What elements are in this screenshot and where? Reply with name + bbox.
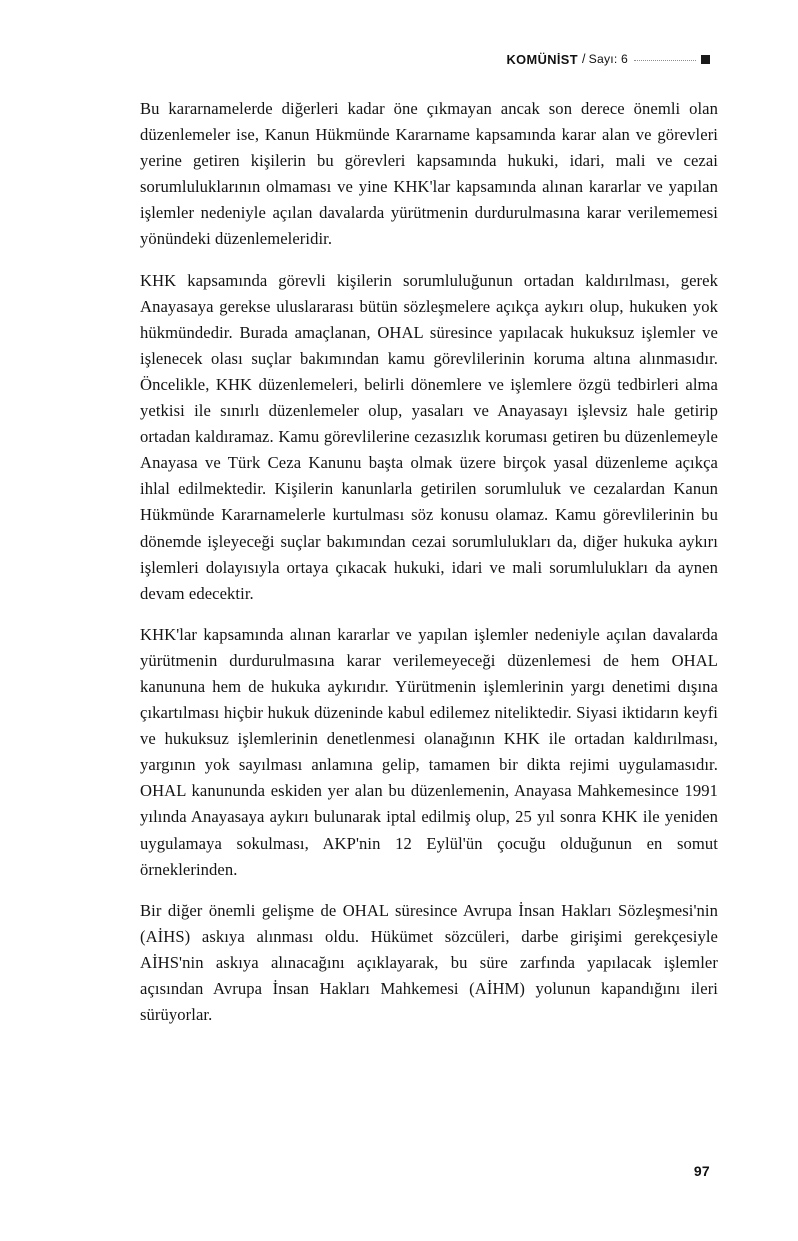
paragraph: KHK kapsamında görevli kişilerin sorumluluğunun ortadan kaldırılması, gerek Anayasaya gerekse uluslararası bütün sözleşmelere açıkça aykırı olup, hukuken yok hükmündedir. Burada amaçlanan, OHAL süresince yapılacak hukuksuz işlemler ve işlenecek olası suçlar bakımından kamu görevlilerinin koruma altına alınmasıdır. Öncelikle, KHK düzenlemeleri, belirli dönemlere ve işlemlere özgü tedbirleri alma yetkisi ile sınırlı düzenlemeler olup, yasaları ve Anayasayı işlevsiz hale getirip ortadan kaldıramaz. Kamu görevlilerine cezasızlık koruması getiren bu düzenlemeyle Anayasa ve Türk Ceza Kanunu başta olmak üzere birçok yasal düzenleme açıkça ihlal edilmektedir. Kişilerin kanunlarla getirilen sorumluluk ve cezalardan Kanun Hükmünde Kararnamelerle kurtulması söz konusu olamaz. Kamu görevlilerinin bu dönemde işleyeceği suçlar bakımından cezai sorumlulukları da, diğer hukuka aykırı işlemleri dolayısıyla ortaya çıkacak hukuki, idari ve mali sorumlulukları da aynen devam edecektir.: [140, 270, 718, 603]
paragraph: KHK'lar kapsamında alınan kararlar ve yapılan işlemler nedeniyle açılan davalarda yürütmenin durdurulmasına karar verilemeyeceği düzenlemesi de hem OHAL kanununa hem de hukuka aykırıdır. Yürütmenin işlemlerinin yargı denetimi dışına çıkartılması hiçbir hukuk düzeninde kabul edilemez niteliktedir. Siyasi iktidarın keyfi ve hukuksuz işlemlerinin denetlenmesi olanağının KHK ile ortadan kaldırılması, yargının yok sayılması anlamına gelip, tamamen bir dikta rejimi uygulamasıdır. OHAL kanununda eskiden yer alan bu düzenlemenin, Anayasa Mahkemesince 1991 yılında Anayasaya aykırı bulunarak iptal edilmiş olup, 25 yıl sonra KHK ile yeniden uygulamaya sokulması, AKP'nin 12 Eylül'ün çocuğu olduğunun en somut örneklerinden.: [140, 624, 718, 879]
paragraph: Bir diğer önemli gelişme de OHAL süresince Avrupa İnsan Hakları Sözleşmesi'nin (AİHS) askıya alınması oldu. Hükümet sözcüleri, darbe girişimi gerekçesiyle AİHS'nin askıya alınacağını açıklayarak, bu süre zarfında yapılacak işlemler açısından Avrupa İnsan Hakları Mahkemesi (AİHM) yolunun kapandığını ileri sürüyorlar.: [140, 900, 718, 1025]
header-separator: /: [581, 52, 586, 66]
running-header: [140, 48, 710, 70]
body-text: [140, 96, 718, 1028]
page-number: 97: [693, 1163, 710, 1179]
dot-leader: [634, 59, 696, 61]
paragraph: Bu kararnamelerde diğerleri kadar öne çıkmayan ancak son derece önemli olan düzenlemeler ise, Kanun Hükmünde Kararname kapsamında karar alan ve görevleri yerine getiren kişilerin bu görevleri kapsamında hukuki, idari, mali ve cezai sorumluluklarının olmaması ve yine KHK'lar kapsamında alınan kararlar ve yapılan işlemler nedeniyle açılan davalarda yürütmenin durdurulmasına karar verilememesi yönündeki düzenlemeleridir.: [140, 99, 718, 249]
square-marker-icon: [701, 55, 710, 64]
issue-number: Sayı: 6: [588, 52, 628, 66]
journal-title: KOMÜNİST: [506, 51, 578, 67]
